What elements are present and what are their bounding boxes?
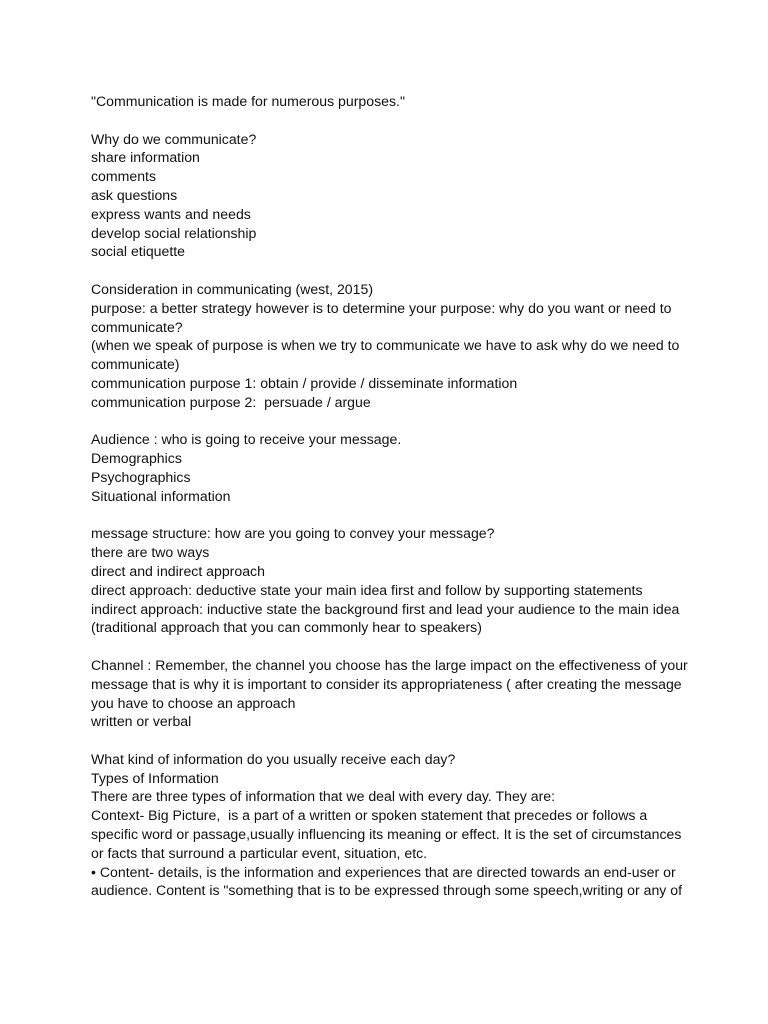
text-line: (when we speak of purpose is when we try to communicate we have to ask why do we need to bbox=[91, 337, 680, 354]
blank-line bbox=[91, 731, 691, 750]
text-line: written or verbal bbox=[91, 713, 192, 730]
text-line: indirect approach: inductive state the background first and lead your audience to the main idea bbox=[91, 600, 680, 617]
text-line: communication purpose 2: persuade / argue bbox=[91, 393, 371, 410]
text-line: message structure: how are you going to convey your message? bbox=[91, 525, 495, 542]
text-line: direct and indirect approach bbox=[91, 562, 265, 579]
text-line: comments bbox=[91, 168, 157, 185]
document-body bbox=[91, 92, 691, 900]
text-line: Context- Big Picture, is a part of a written or spoken statement that precedes or follows a bbox=[91, 807, 648, 824]
text-line: Audience : who is going to receive your message. bbox=[91, 431, 402, 448]
text-line: Channel : Remember, the channel you choose has the large impact on the effectiveness of your bbox=[91, 656, 688, 673]
text-line: There are three types of information that we deal with every day. They are: bbox=[91, 788, 556, 805]
text-line: there are two ways bbox=[91, 544, 210, 561]
text-line: • Content- details, is the information and experiences that are directed towards an end-user or bbox=[91, 863, 676, 880]
text-line: you have to choose an approach bbox=[91, 694, 296, 711]
text-line: communicate? bbox=[91, 318, 183, 335]
document-page bbox=[91, 92, 691, 900]
text-line: direct approach: deductive state your main idea first and follow by supporting statements bbox=[91, 581, 643, 598]
blank-line bbox=[91, 111, 691, 130]
text-line: Consideration in communicating (west, 2015) bbox=[91, 280, 374, 297]
text-line: message that is why it is important to consider its appropriateness ( after creating the message bbox=[91, 675, 682, 692]
blank-line bbox=[91, 261, 691, 280]
text-line: Situational information bbox=[91, 487, 231, 504]
text-line: ask questions bbox=[91, 186, 178, 203]
blank-line bbox=[91, 506, 691, 525]
text-line: (traditional approach that you can commonly hear to speakers) bbox=[91, 619, 482, 636]
text-line: "Communication is made for numerous purposes." bbox=[91, 93, 405, 109]
blank-line bbox=[91, 412, 691, 431]
text-line: express wants and needs bbox=[91, 205, 251, 222]
text-line: social etiquette bbox=[91, 243, 186, 260]
text-line: develop social relationship bbox=[91, 224, 257, 241]
text-line: share information bbox=[91, 149, 200, 166]
text-line: Why do we communicate? bbox=[91, 130, 257, 147]
text-line: specific word or passage,usually influencing its meaning or effect. It is the set of circumstances bbox=[91, 826, 682, 843]
text-line: or facts that surround a particular event, situation, etc. bbox=[91, 844, 428, 861]
text-line: purpose: a better strategy however is to determine your purpose: why do you want or need to bbox=[91, 299, 672, 316]
text-line: communicate) bbox=[91, 356, 180, 373]
text-line: audience. Content is "something that is to be expressed through some speech,writing or any of bbox=[91, 882, 683, 899]
text-line: What kind of information do you usually receive each day? bbox=[91, 750, 456, 767]
text-line: Types of Information bbox=[91, 769, 219, 786]
text-line: communication purpose 1: obtain / provide / disseminate information bbox=[91, 374, 518, 391]
text-line: Psychographics bbox=[91, 468, 191, 485]
blank-line bbox=[91, 637, 691, 656]
text-line: Demographics bbox=[91, 450, 182, 467]
